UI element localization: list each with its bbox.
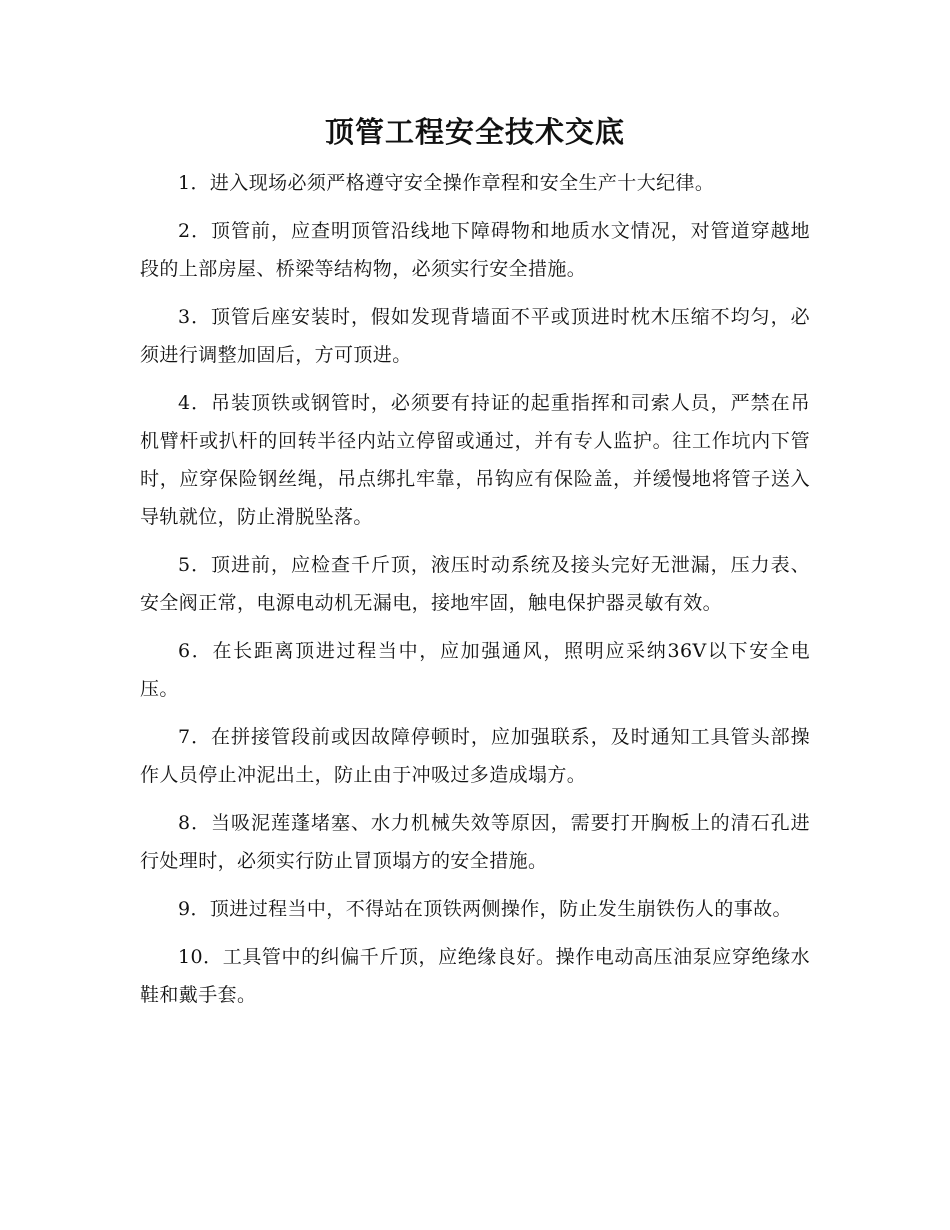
document-body <box>140 164 810 1024</box>
paragraph-9: 9．顶进过程当中，不得站在顶铁两侧操作，防止发生崩铁伤人的事故。 <box>178 898 792 920</box>
paragraph-7: 7．在拼接管段前或因故障停顿时，应加强联系，及时通知工具管头部操作人员停止冲泥出土，防止由于冲吸过多造成塌方。 <box>140 726 810 786</box>
paragraph-1: 1．进入现场必须严格遵守安全操作章程和安全生产十大纪律。 <box>178 172 715 194</box>
paragraph-2: 2．顶管前，应查明顶管沿线地下障碍物和地质水文情况，对管道穿越地段的上部房屋、桥梁等结构物，必须实行安全措施。 <box>140 220 810 280</box>
paragraph-8: 8．当吸泥莲蓬堵塞、水力机械失效等原因，需要打开胸板上的清石孔进行处理时，必须实行防止冒顶塌方的安全措施。 <box>140 812 810 872</box>
paragraph-3: 3．顶管后座安装时，假如发现背墙面不平或顶进时枕木压缩不均匀，必须进行调整加固后，方可顶进。 <box>140 306 810 366</box>
document-title: 顶管工程安全技术交底 <box>324 115 625 149</box>
paragraph-10: 10．工具管中的纠偏千斤顶，应绝缘良好。操作电动高压油泵应穿绝缘水鞋和戴手套。 <box>140 946 810 1006</box>
paragraph-6: 6．在长距离顶进过程当中，应加强通风，照明应采纳36V以下安全电压。 <box>140 640 810 700</box>
paragraph-4: 4．吊装顶铁或钢管时，必须要有持证的起重指挥和司索人员，严禁在吊机臂杆或扒杆的回转半径内站立停留或通过，并有专人监护。往工作坑内下管时，应穿保险钢丝绳，吊点绑扎牢靠，吊钩应有保险盖，并缓慢地将管子送入导轨就位，防止滑脱坠落。 <box>140 392 810 528</box>
paragraph-5: 5．顶进前，应检查千斤顶，液压时动系统及接头完好无泄漏，压力表、安全阀正常，电源电动机无漏电，接地牢固，触电保护器灵敏有效。 <box>140 554 810 614</box>
